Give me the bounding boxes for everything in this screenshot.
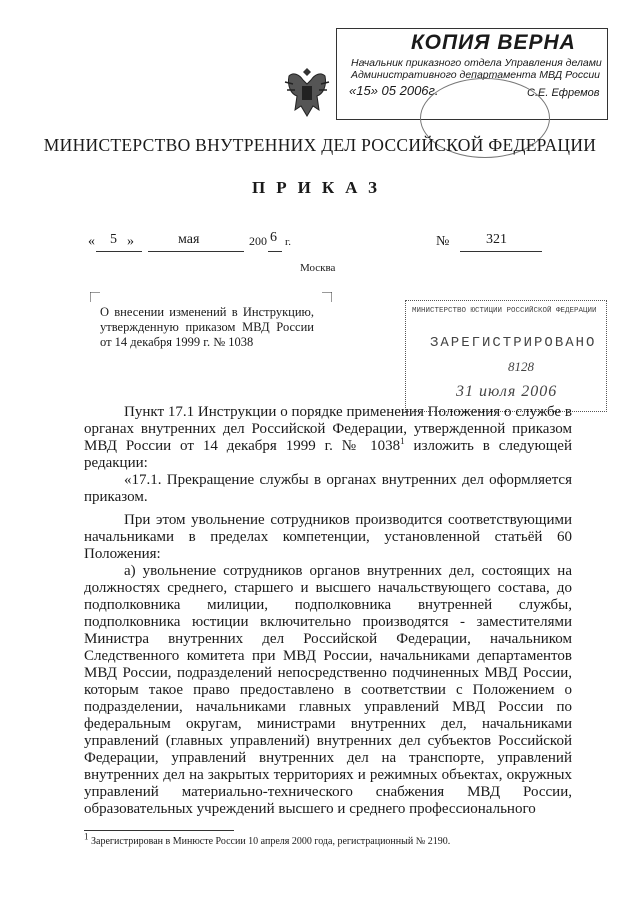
year-abbr: г. [285,236,292,248]
order-year-prefix: 200 [249,234,267,248]
footnote-marker: 1 [84,831,89,842]
corner-mark [90,292,100,302]
corner-mark [322,292,332,302]
paragraph-2: «17.1. Прекращение службы в органах внутренних дел оформляется приказом. [84,472,572,505]
stamp-signatory: С.Е. Ефремов [527,87,600,99]
state-emblem-icon [283,62,331,120]
paragraph-3: При этом увольнение сотрудников производится соответствующими начальниками в пределах компетенции, установленной статьёй 60 Положения: [84,512,572,562]
day-underline [96,250,142,252]
document-type: ПРИКАЗ [252,178,388,197]
paragraph-4: а) увольнение сотрудников органов внутренних дел, состоящих на должностях среднего, старшего и высшего начальствующего состава, до подполковника милиции, подполковника внутренней службы, подполковника юстиции включительно производятся - заместителями Министра внутренних дел Российской Федерации, начальником Следственного комитета при МВД России, начальниками департаментов МВД России, подразделений непосредственно подчиненных МВД России, которым такое право предоставлено в соответствии с Положением о подразделении, начальниками главных управлений МВД России по федеральным округам, министрами внутренних дел, начальниками управлений (главных управлений) внутренних дел субъектов Российской Федерации, управлений внутренних дел на транспорте, управлений внутренних дел на закрытых территориях и режимных объектах, окружных управлений материально-технического снабжения МВД России, образовательных учреждений высшего и среднего профессионального [84,563,572,817]
year-underline [268,250,282,252]
order-city: Москва [300,262,336,274]
paragraph-1 [84,404,572,472]
stamp-line-2: Административного департамента МВД России [351,69,601,81]
paragraph-1-text: Пункт 17.1 Инструкции о порядке применения Положения о службе в органах внутренних дел Российской Федерации, утвержденной приказом МВД России от 14 декабря 1999 г. № 1038 [84,404,572,454]
ministry-title: МИНИСТЕРСТВО ВНУТРЕННИХ ДЕЛ РОССИЙСКОЙ ФЕДЕРАЦИИ [43,135,597,155]
reg-stamp-status: ЗАРЕГИСТРИРОВАНО [430,335,597,351]
date-quote-open: « [88,234,95,249]
date-quote-close: » [127,234,134,249]
stamp-line-1: Начальник приказного отдела Управления делами [351,57,602,69]
order-year-suffix: 6 [270,230,277,245]
stamp-title: КОПИЯ ВЕРНА [411,31,576,54]
reg-number: 8128 [508,359,534,374]
month-underline [148,250,244,252]
registration-stamp [405,300,607,412]
number-underline [460,250,542,252]
order-subject: О внесении изменений в Инструкцию, утвержденную приказом МВД России от 14 декабря 1999 г. № 1038 [100,305,314,349]
order-day: 5 [110,232,117,247]
reg-stamp-header: МИНИСТЕРСТВО ЮСТИЦИИ РОССИЙСКОЙ ФЕДЕРАЦИИ [412,307,597,315]
footnote [84,831,451,847]
number-sign: № [436,234,450,249]
order-month: мая [178,232,200,247]
footnote-ref: 1 [400,436,405,446]
order-number: 321 [486,232,507,247]
paragraph-1-end: изложить в следующей редакции: [84,438,572,471]
stamp-date: «15» 05 2006г. [349,83,439,98]
footnote-text: Зарегистрирован в Минюсте России 10 апреля 2000 года, регистрационный № 2190. [88,836,451,847]
order-body [84,404,572,818]
reg-date: 31 июля 2006 [456,383,558,400]
footnote-separator [84,830,234,831]
